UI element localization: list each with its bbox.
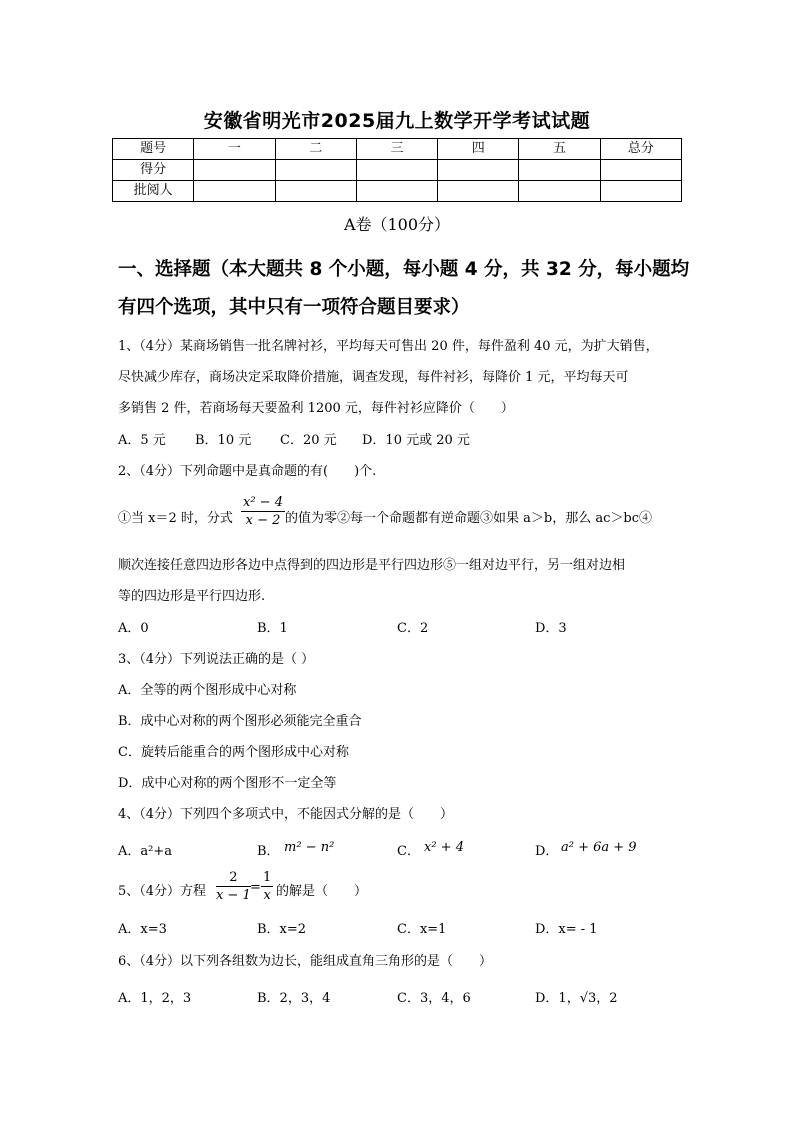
- q4-option-d-expr: a² + 6a + 9: [561, 840, 637, 855]
- table-header-cell: 三: [356, 139, 437, 160]
- table-cell: [600, 160, 681, 181]
- table-cell: [194, 181, 275, 202]
- q2-option-c: C．2: [397, 621, 429, 636]
- q2-option-a: A．0: [118, 621, 149, 636]
- table-header-cell: 四: [438, 139, 519, 160]
- table-header-cell: 二: [275, 139, 356, 160]
- q1-option-a: A．5 元: [118, 433, 166, 448]
- table-header-cell: 题号: [113, 139, 194, 160]
- fraction: [216, 869, 251, 904]
- question-2-part1: ①当 x＝2 时，分式: [118, 511, 233, 526]
- q3-option-c: C．旋转后能重合的两个图形成中心对称: [118, 745, 349, 760]
- section-heading-line1: 一、选择题（本大题共 8 个小题，每小题 4 分，共 32 分，每小题均: [118, 259, 690, 280]
- fraction-numerator: 1: [263, 870, 272, 885]
- q5-option-b: B．x=2: [257, 922, 307, 937]
- question-2-part1-tail: 的值为零②每一个命题都有逆命题③如果 a＞b，那么 ac＞bc④: [285, 511, 652, 526]
- question-3-stem: 3、（4分）下列说法正确的是（ ）: [118, 652, 315, 667]
- q4-option-d-label: D．: [535, 844, 559, 859]
- table-cell: [275, 181, 356, 202]
- page-title: 安徽省明光市2025届九上数学开学考试试题: [203, 110, 591, 132]
- q5-option-a: A．x=3: [118, 922, 167, 937]
- table-cell: [438, 160, 519, 181]
- table-row: [113, 139, 682, 160]
- table-cell: [519, 181, 600, 202]
- table-cell: [438, 181, 519, 202]
- equals-sign: =: [250, 880, 261, 895]
- question-2-line2: 顺次连接任意四边形各边中点得到的四边形是平行四边形⑤一组对边平行，另一组对边相: [118, 558, 626, 573]
- fraction-denominator: x − 2: [245, 513, 281, 528]
- question-6-stem: 6、（4分）以下列各组数为边长，能组成直角三角形的是（ ）: [118, 954, 493, 969]
- table-row-label: 批阅人: [113, 181, 194, 202]
- q3-option-b: B．成中心对称的两个图形必须能完全重合: [118, 714, 362, 729]
- q6-option-a: A．1，2，3: [118, 991, 192, 1006]
- q2-option-b: B．1: [257, 621, 288, 636]
- q3-option-d: D．成中心对称的两个图形不一定全等: [118, 776, 337, 791]
- q4-option-c-label: C．: [397, 844, 420, 859]
- q6-option-b: B．2，3，4: [257, 991, 331, 1006]
- q6-option-c: C．3，4，6: [397, 991, 471, 1006]
- fraction-numerator: x² − 4: [243, 495, 283, 510]
- question-1-line1: 1、（4分）某商场销售一批名牌衬衫，平均每天可售出 20 件，每件盈利 40 元，为扩大销售，: [118, 339, 659, 354]
- q6-option-d: D．1，√3，2: [535, 991, 618, 1006]
- table-row-label: 得分: [113, 160, 194, 181]
- q3-option-a: A．全等的两个图形成中心对称: [118, 683, 297, 698]
- table-cell: [275, 160, 356, 181]
- volume-heading: A卷（100分）: [343, 215, 451, 234]
- table-cell: [356, 181, 437, 202]
- fraction: [261, 869, 273, 904]
- question-5-stem: 5、（4分）方程: [118, 884, 207, 899]
- table-header-cell: 一: [194, 139, 275, 160]
- fraction-denominator: x − 1: [216, 888, 251, 903]
- q4-option-b-expr: m² − n²: [284, 840, 335, 855]
- table-cell: [519, 160, 600, 181]
- question-4-stem: 4、（4分）下列四个多项式中，不能因式分解的是（ ）: [118, 807, 454, 822]
- q4-option-a: A．a²+a: [118, 844, 172, 859]
- score-table: [112, 138, 682, 202]
- q4-option-b-label: B．: [257, 844, 280, 859]
- q1-option-c: C．20 元: [280, 433, 337, 448]
- fraction-numerator: 2: [216, 869, 251, 887]
- table-header-cell: 五: [519, 139, 600, 160]
- question-1-line2: 尽快减少库存，商场决定采取降价措施，调查发现，每件衬衫，每降价 1 元，平均每天可: [118, 370, 629, 385]
- section-heading-line2: 有四个选项，其中只有一项符合题目要求）: [118, 297, 470, 318]
- table-row: [113, 160, 682, 181]
- table-header-cell: 总分: [600, 139, 681, 160]
- question-5-tail: 的解是（ ）: [276, 884, 368, 899]
- fraction: [241, 494, 285, 529]
- q1-option-b: B．10 元: [195, 433, 252, 448]
- q1-option-d: D．10 元或 20 元: [362, 433, 470, 448]
- table-cell: [194, 160, 275, 181]
- question-2-stem: 2、（4分）下列命题中是真命题的有( )个.: [118, 464, 377, 479]
- q4-option-c-expr: x² + 4: [424, 840, 464, 855]
- q5-option-c: C．x=1: [397, 922, 447, 937]
- question-1-line3: 多销售 2 件，若商场每天要盈利 1200 元，每件衬衫应降价（ ）: [118, 401, 514, 416]
- q2-option-d: D．3: [535, 621, 567, 636]
- q5-option-d: D．x= - 1: [535, 922, 598, 937]
- question-2-line3: 等的四边形是平行四边形.: [118, 589, 266, 604]
- fraction-denominator: x: [263, 888, 271, 903]
- table-row: [113, 181, 682, 202]
- table-cell: [600, 181, 681, 202]
- table-cell: [356, 160, 437, 181]
